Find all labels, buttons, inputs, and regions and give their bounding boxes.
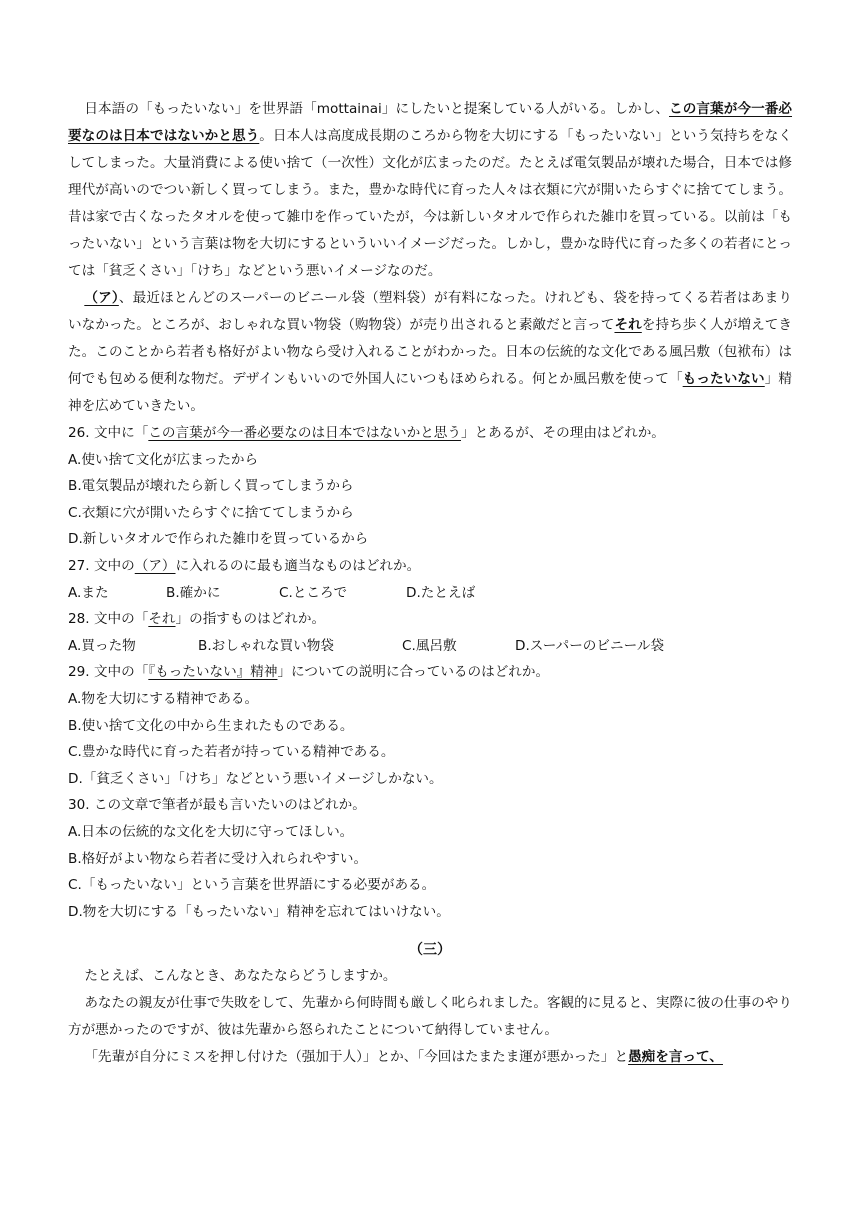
- passage-paragraph-2: （ア）、最近ほとんどのスーパーのビニール袋（塑料袋）が有料になった。けれども、袋を持ってくる若者はあまりいなかった。ところが、おしゃれな買い物袋（购物袋）が売り出されると素敵だと言ってそれを持ち歩く人が増えてきた。このことから若者も格好がよい物なら受け入れることがわかった。日本の伝統的な文化である風呂敷（包袱布）は何でも包める便利な物だ。デザインもいいので外国人にいつもほめられる。何とか風呂敷を使って「もったいない」精神を広めていきたい。: [68, 290, 793, 414]
- question-30-option-a: A.日本の伝統的な文化を大切に守ってほしい。: [68, 823, 354, 840]
- question-27-option-a: A.また: [68, 584, 109, 601]
- question-26-stem: 26. 文中に「この言葉が今一番必要なのは日本ではないかと思う」とあるが、その理由はどれか。: [68, 425, 665, 441]
- question-28-option-b: B.おしゃれな買い物袋: [198, 637, 334, 654]
- question-28-stem: 28. 文中の「それ」の指すものはどれか。: [68, 611, 326, 628]
- underlined-mottainai: もったいない: [682, 371, 765, 387]
- underlined-key-phrase: この言葉が今一番必要なのは日本ではないかと思う: [68, 101, 793, 144]
- question-26-option-a: A.使い捨て文化が広まったから: [68, 451, 259, 468]
- underlined-guchi: 愚痴を言って、: [628, 1049, 723, 1066]
- question-28-options: [68, 633, 792, 660]
- question-29-option-b: B.使い捨て文化の中から生まれたものである。: [68, 717, 354, 734]
- passage3-paragraph-2: あなたの親友が仕事で失敗をして、先輩から何時間も厳しく叱られました。客観的に見ると、実際に彼の仕事のやり方が悪かったのですが、彼は先輩から怒られたことについて納得していません。: [68, 995, 792, 1039]
- question-27-option-d: D.たとえば: [406, 584, 476, 601]
- question-27-option-b: B.確かに: [166, 584, 221, 601]
- question-29-option-d: D.「貧乏くさい」「けち」などという悪いイメージしかない。: [68, 770, 443, 787]
- question-27-stem: 27. 文中の（ア）に入れるのに最も適当なものはどれか。: [68, 557, 421, 574]
- question-28-option-a: A.買った物: [68, 637, 136, 654]
- passage3-paragraph-3: 「先輩が自分にミスを押し付けた（强加于人）」とか、「今回はたまたま運が悪かった」と愚痴を言って、: [84, 1049, 723, 1066]
- question-26-option-b: B.電気製品が壊れたら新しく買ってしまうから: [68, 478, 354, 495]
- question-29-stem: 29. 文中の「『もったいない』精神」についての説明に合っているのはどれか。: [68, 664, 550, 681]
- question-27-options: [68, 580, 792, 607]
- question-28-option-d: D.スーパーのビニール袋: [515, 637, 665, 654]
- question-30-option-d: D.物を大切にする「もったいない」精神を忘れてはいけない。: [68, 903, 450, 920]
- question-30-stem: 30. この文章で筆者が最も言いたいのはどれか。: [68, 797, 366, 814]
- question-27-option-c: C.ところで: [279, 584, 348, 601]
- passage-paragraph-1: 日本語の「もったいない」を世界語「mottainai」にしたいと提案している人がいる。しかし、この言葉が今一番必要なのは日本ではないかと思う。日本人は高度成長期のころから物を大切にする「もったいない」という気持ちをなくしてしまった。大量消費による使い捨て（一次性）文化が広まったのだ。たとえば電気製品が壊れた場合，日本では修理代が高いのでつい新しく買ってしまう。また，豊かな時代に育った人々は衣類に穴が開いたらすぐに捨ててしまう。昔は家で古くなったタオルを使って雑巾を作っていたが，今は新しいタオルで作られた雑巾を買っている。以前は「もったいない」という言葉は物を大切にするといういいイメージだった。しかし，豊かな時代に育った多くの若者にとっては「貧乏くさい」「けち」などという悪いイメージなのだ。: [68, 101, 793, 279]
- question-30-option-c: C.「もったいない」という言葉を世界語にする必要がある。: [68, 877, 436, 894]
- question-29-option-c: C.豊かな時代に育った若者が持っている精神である。: [68, 744, 395, 761]
- question-26-option-d: D.新しいタオルで作られた雑巾を買っているから: [68, 531, 369, 548]
- underlined-sore: それ: [614, 317, 642, 333]
- question-30-option-b: B.格好がよい物なら若者に受け入れられやすい。: [68, 850, 368, 867]
- passage3-paragraph-1: たとえば、こんなとき、あなたならどうしますか。: [84, 968, 397, 985]
- blank-marker: （ア）: [84, 290, 119, 306]
- section-3-title: （三）: [409, 942, 451, 959]
- question-29-option-a: A.物を大切にする精神である。: [68, 690, 259, 707]
- document-page: [68, 96, 792, 1071]
- question-26-option-c: C.衣類に穴が開いたらすぐに捨ててしまうから: [68, 504, 354, 521]
- question-28-option-c: C.風呂敷: [402, 637, 457, 654]
